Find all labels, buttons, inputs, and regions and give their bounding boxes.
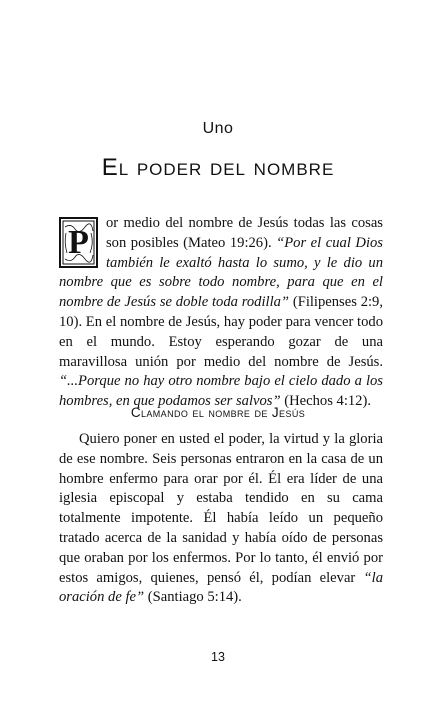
section-quote: “la oración de fe” — [59, 569, 383, 606]
page-number: 13 — [211, 650, 225, 664]
intro-text-2: (Filipenses 2:9, 10). En el nombre de Jesús, hay poder para vencer todo en el mundo. Estoy esperando gozar de una maravillosa unión por medio del nombre de Jesús. — [59, 294, 383, 370]
section-paragraph — [59, 430, 383, 608]
section-heading: Clamando el nombre de Jesús — [130, 405, 306, 420]
chapter-title: El poder del nombre — [101, 154, 335, 181]
intro-text-3: (Hechos 4:12). — [280, 393, 371, 410]
chapter-label: Uno — [202, 120, 234, 137]
intro-paragraph — [59, 214, 383, 412]
intro-text-1: or medio del nombre de Jesús todas las cosas son posibles (Mateo 19:26). — [106, 215, 383, 251]
intro-quote-2: “...Porque no hay otro nombre bajo el cielo dado a los hombres, en que podamos ser salvos” — [59, 373, 383, 410]
section-text-2: (Santiago 5:14). — [144, 589, 242, 606]
intro-quote-1: “Por el cual Dios también le exaltó hasta lo sumo, y le dio un nombre que es sobre todo nombre, para que en el nombre de Jesús se doble toda rodilla” — [59, 234, 383, 311]
section-text-1: Quiero poner en usted el poder, la virtud y la gloria de ese nombre. Seis personas entraron en la casa de un hombre enfermo para orar por él. Él era líder de una iglesia episcopal y estaba tendido en su cama totalmente impotente. Él había leído un pequeño tratado acerca de la sanidad y había oído de personas que oraban por los enfermos. Por lo tanto, él envió por estos amigos, quienes, pensó él, podían elevar — [59, 431, 383, 586]
ornate-dropcap — [59, 217, 98, 268]
dropcap-letter: P — [68, 224, 89, 261]
